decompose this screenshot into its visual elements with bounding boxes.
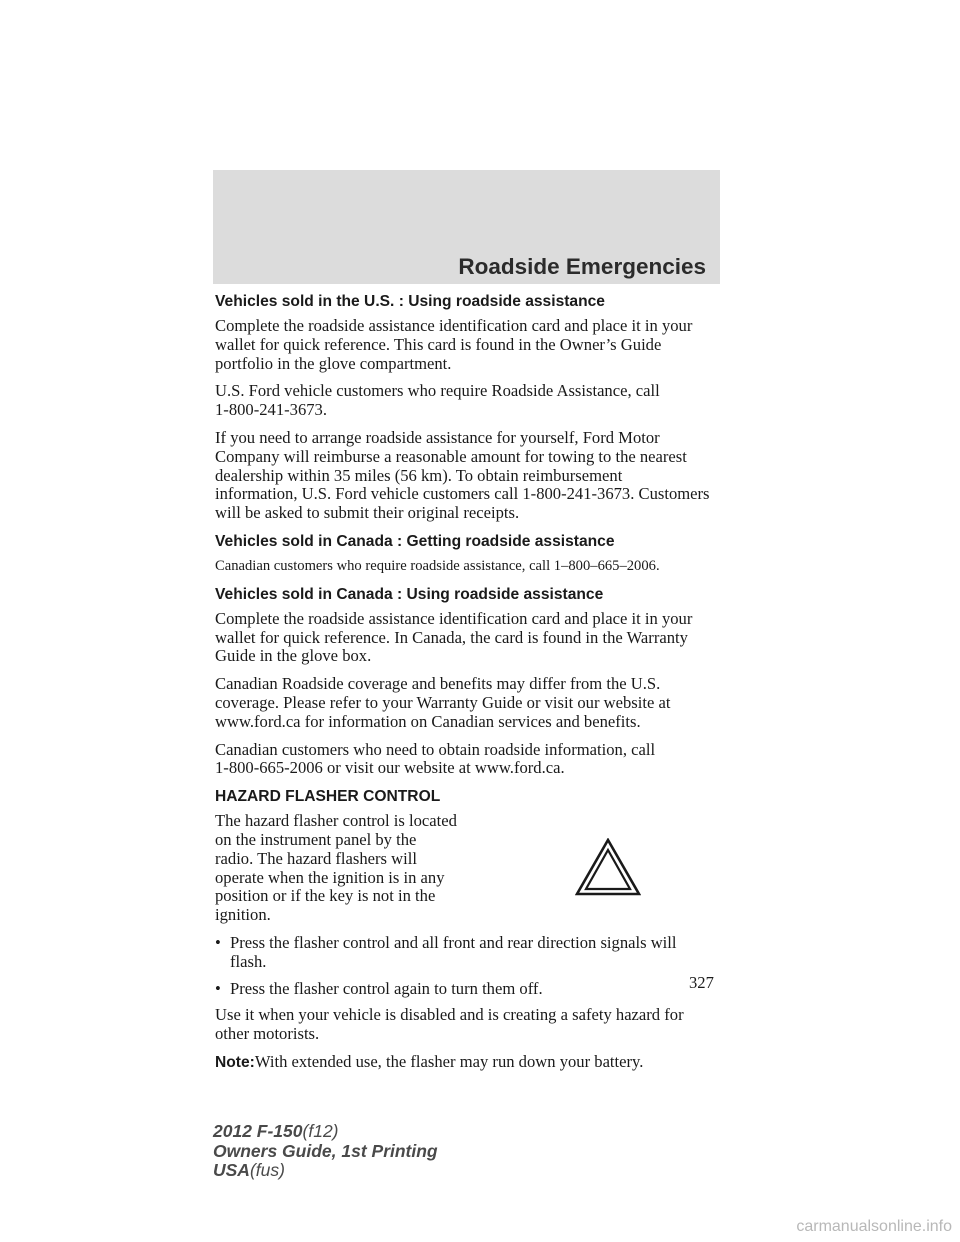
text-line: If you need to arrange roadside assistance for yourself, Ford Motor [215, 427, 660, 447]
watermark: carmanualsonline.info [796, 1218, 952, 1235]
text-line: Complete the roadside assistance identification card and place it in your [215, 608, 693, 628]
text-line: operate when the ignition is in any [215, 867, 445, 887]
print-footer [213, 1122, 438, 1181]
text-line: 1-800-241-3673. [215, 400, 327, 420]
paragraph-note [215, 1053, 720, 1073]
paragraph-canada-coverage [215, 675, 720, 731]
bullet-item [215, 980, 720, 999]
section-header-band [213, 170, 720, 284]
paragraph-us-reimburse [215, 429, 720, 523]
text-line: coverage. Please refer to your Warranty Guide or visit our website at [215, 692, 671, 712]
bullet-dot: • [215, 932, 221, 952]
text-line: wallet for quick reference. This card is found in the Owner’s Guide [215, 334, 662, 354]
text-line: 1-800-665-2006 or visit our website at www.ford.ca. [215, 758, 565, 778]
text-line: wallet for quick reference. In Canada, the card is found in the Warranty [215, 627, 688, 647]
text-line: ignition. [215, 905, 271, 925]
text-line: Use it when your vehicle is disabled and is creating a safety hazard for [215, 1005, 684, 1025]
text-line: dealership within 35 miles (56 km). To obtain reimbursement [215, 465, 623, 485]
section-title: Roadside Emergencies [458, 254, 706, 279]
text-line: Complete the roadside assistance identification card and place it in your [215, 316, 693, 335]
footer-guide-edition: Owners Guide, 1st Printing [213, 1140, 438, 1161]
paragraph-hazard-use [215, 1006, 720, 1044]
text-line: www.ford.ca for information on Canadian services and benefits. [215, 711, 641, 731]
text-line: The hazard flasher control is located [215, 811, 457, 831]
text-line: Guide in the glove box. [215, 646, 372, 666]
bullet-dot: • [215, 978, 221, 998]
text-line: Press the flasher control again to turn them off. [230, 978, 543, 998]
heading-canada-using: Vehicles sold in Canada : Using roadside assistance [215, 585, 604, 603]
text-line: other motorists. [215, 1024, 320, 1044]
heading-canada-getting: Vehicles sold in Canada : Getting roadside assistance [215, 532, 615, 550]
paragraph-us-card [215, 317, 720, 373]
hazard-triangle-icon [575, 838, 641, 896]
text-line: radio. The hazard flashers will [215, 848, 417, 868]
text-line: Canadian customers who need to obtain roadside information, call [215, 739, 656, 759]
page-number: 327 [689, 973, 714, 992]
bullet-item [215, 934, 720, 972]
footer-model: 2012 F-150 [213, 1121, 303, 1141]
text-line: flash. [230, 951, 267, 971]
text-line: Company will reimburse a reasonable amount for towing to the nearest [215, 446, 687, 466]
hazard-intro-row [215, 812, 720, 925]
paragraph-canada-card [215, 610, 720, 666]
page-content [215, 292, 720, 1082]
text-line: Press the flasher control and all front and rear direction signals will [230, 932, 677, 952]
heading-us-using: Vehicles sold in the U.S. : Using roadside assistance [215, 293, 605, 310]
text-line: on the instrument panel by the [215, 829, 417, 849]
footer-model-code: (f12) [302, 1121, 339, 1141]
paragraph-hazard-location [215, 812, 470, 925]
note-text: With extended use, the flasher may run down your battery. [254, 1051, 644, 1071]
paragraph-us-call [215, 382, 720, 420]
note-label: Note: [215, 1053, 255, 1071]
text-line: portfolio in the glove compartment. [215, 353, 452, 373]
text-line: will be asked to submit their original receipts. [215, 503, 520, 523]
text-line: Canadian Roadside coverage and benefits may differ from the U.S. [215, 674, 661, 694]
text-line: position or if the key is not in the [215, 886, 436, 906]
footer-market: USA [213, 1160, 250, 1180]
paragraph-canada-info [215, 741, 720, 779]
text-line: U.S. Ford vehicle customers who require Roadside Assistance, call [215, 381, 660, 401]
text-line: information, U.S. Ford vehicle customers call 1-800-241-3673. Customers [215, 484, 710, 504]
paragraph-canada-call: Canadian customers who require roadside assistance, call 1–800–665–2006. [215, 557, 660, 574]
footer-market-code: (fus) [249, 1160, 285, 1180]
heading-hazard-flasher: HAZARD FLASHER CONTROL [215, 788, 441, 806]
